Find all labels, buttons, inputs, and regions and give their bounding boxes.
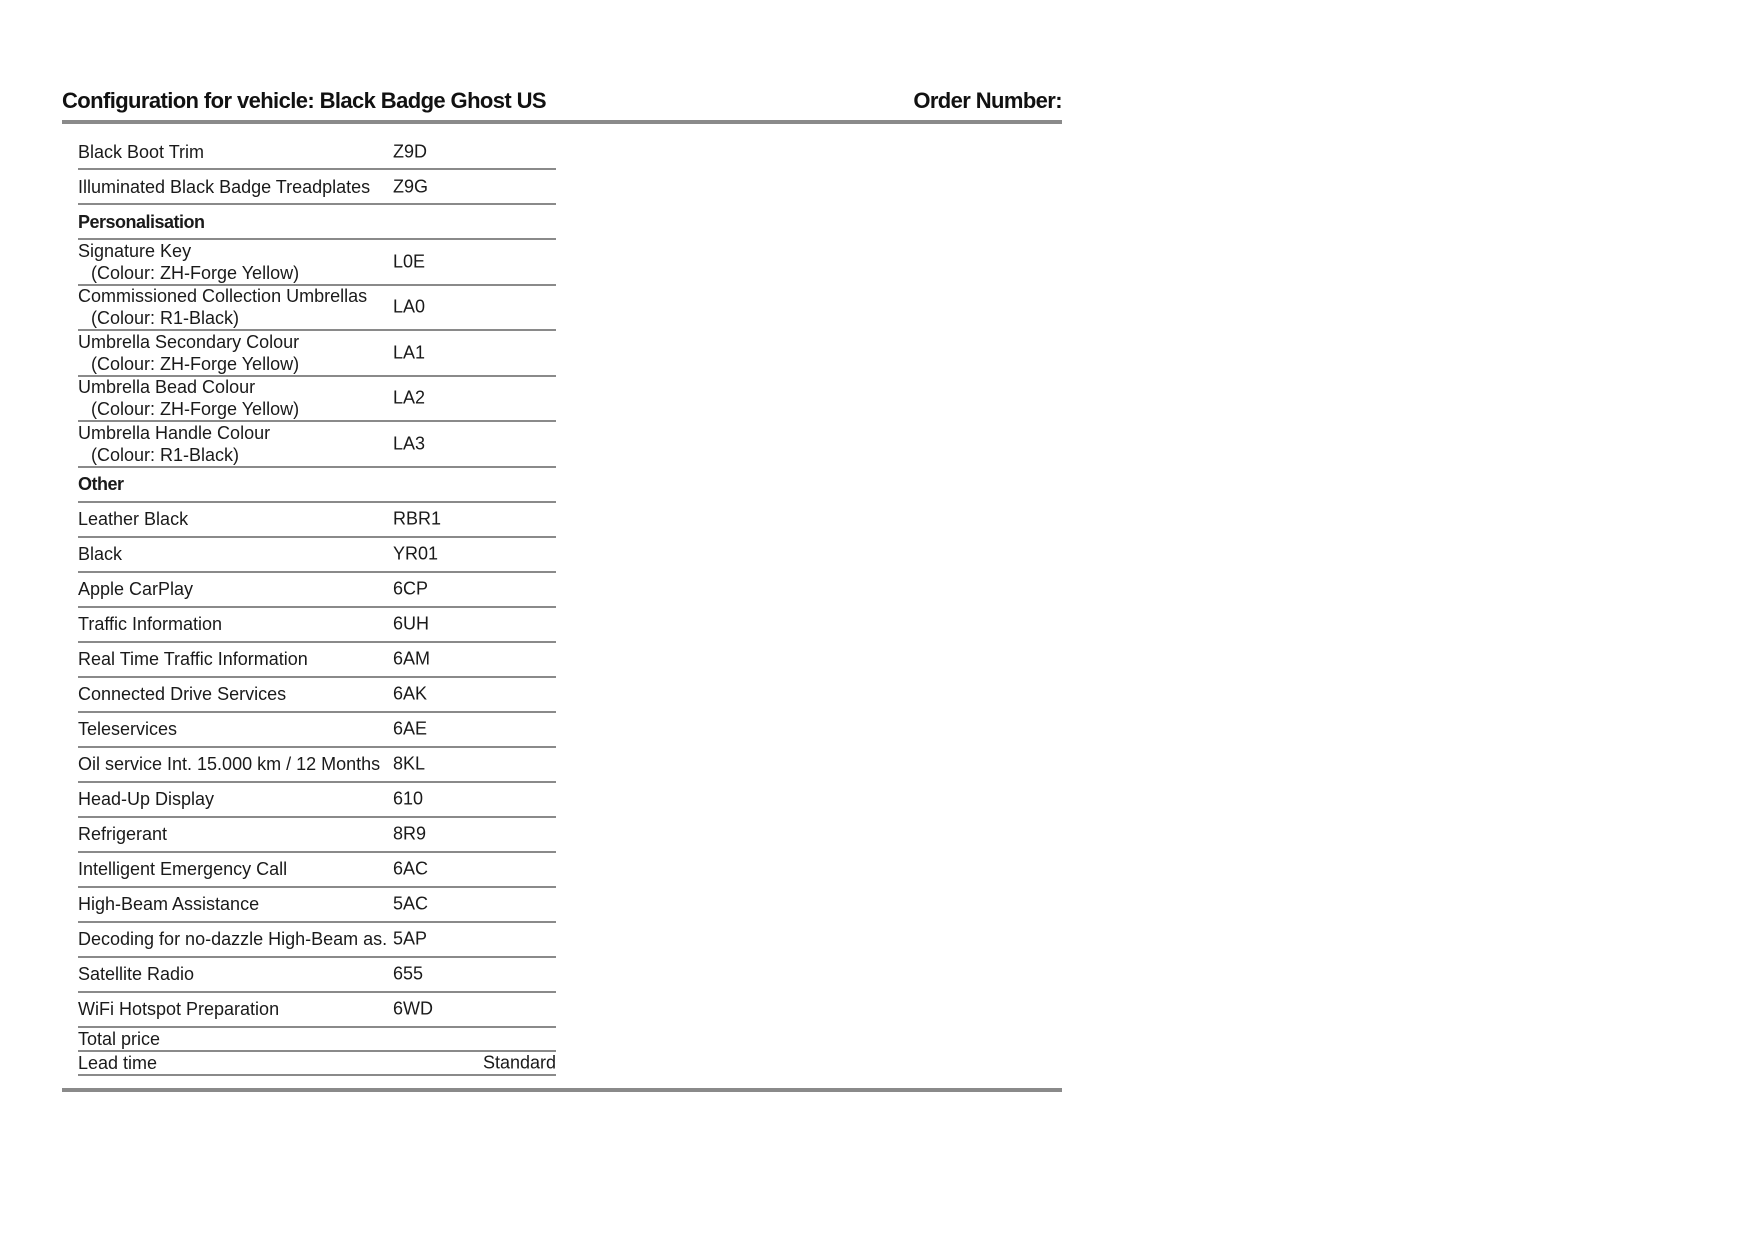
option-label: Umbrella Handle Colour bbox=[78, 422, 271, 443]
option-row bbox=[78, 993, 556, 1028]
option-code: 6AC bbox=[393, 858, 429, 879]
option-row bbox=[78, 678, 556, 713]
option-row bbox=[78, 783, 556, 818]
section-header bbox=[78, 468, 556, 503]
option-label: Commissioned Collection Umbrellas bbox=[78, 286, 368, 307]
option-row bbox=[78, 422, 556, 468]
lead-time-label: Lead time bbox=[78, 1052, 158, 1073]
section-title: Other bbox=[78, 474, 124, 494]
option-code: Z9D bbox=[393, 141, 428, 161]
option-name bbox=[78, 893, 259, 915]
option-name bbox=[78, 285, 367, 329]
section-header bbox=[78, 205, 556, 240]
total-price-label: Total price bbox=[78, 1028, 161, 1049]
option-colour: (Colour: R1-Black) bbox=[91, 444, 240, 465]
option-name bbox=[78, 331, 299, 375]
option-name bbox=[78, 422, 270, 466]
option-code: Z9G bbox=[393, 176, 429, 196]
option-colour: (Colour: ZH-Forge Yellow) bbox=[91, 399, 300, 420]
section-title: Personalisation bbox=[78, 211, 205, 232]
option-colour: (Colour: ZH-Forge Yellow) bbox=[91, 353, 300, 374]
option-label: Teleservices bbox=[78, 719, 178, 739]
option-row bbox=[78, 240, 556, 286]
option-name bbox=[78, 858, 287, 880]
option-name bbox=[78, 376, 299, 420]
option-code: 6AM bbox=[393, 648, 431, 669]
option-code: 6WD bbox=[393, 998, 433, 1019]
option-name bbox=[78, 823, 167, 845]
option-row bbox=[78, 573, 556, 608]
option-code: LA3 bbox=[393, 433, 426, 454]
option-label: Umbrella Secondary Colour bbox=[78, 331, 300, 352]
option-code: 8KL bbox=[393, 753, 426, 774]
option-label: Oil service Int. 15.000 km / 12 Months bbox=[78, 754, 381, 774]
option-label: Signature Key bbox=[78, 240, 192, 261]
configuration-table bbox=[78, 135, 556, 1076]
option-colour: (Colour: R1-Black) bbox=[91, 308, 240, 329]
option-name bbox=[78, 683, 286, 705]
option-name bbox=[78, 578, 193, 600]
option-row bbox=[78, 286, 556, 332]
option-label: Connected Drive Services bbox=[78, 684, 287, 704]
option-label: Satellite Radio bbox=[78, 964, 195, 984]
option-label: Intelligent Emergency Call bbox=[78, 859, 288, 879]
option-row bbox=[78, 538, 556, 573]
option-row bbox=[78, 503, 556, 538]
option-name bbox=[78, 998, 279, 1020]
option-code: RBR1 bbox=[393, 508, 442, 529]
option-label: Head-Up Display bbox=[78, 789, 215, 809]
option-code: LA1 bbox=[393, 342, 426, 363]
option-code: 6AE bbox=[393, 718, 428, 739]
option-name bbox=[78, 753, 380, 775]
option-name bbox=[78, 648, 308, 670]
option-label: Real Time Traffic Information bbox=[78, 649, 308, 669]
option-label: Decoding for no-dazzle High-Beam as. bbox=[78, 929, 388, 949]
option-label: High-Beam Assistance bbox=[78, 894, 260, 914]
option-label: Black bbox=[78, 544, 123, 564]
option-code: 8R9 bbox=[393, 823, 427, 844]
total-price-row bbox=[78, 1028, 556, 1052]
option-row bbox=[78, 958, 556, 993]
option-row bbox=[78, 331, 556, 377]
order-number-label: Order Number: bbox=[913, 88, 1062, 113]
option-code: 6CP bbox=[393, 578, 429, 599]
option-name bbox=[78, 543, 122, 565]
option-label: Umbrella Bead Colour bbox=[78, 377, 256, 398]
option-row bbox=[78, 643, 556, 678]
option-name bbox=[78, 141, 204, 163]
option-row bbox=[78, 748, 556, 783]
option-label: Refrigerant bbox=[78, 824, 168, 844]
option-row bbox=[78, 713, 556, 748]
option-label: Leather Black bbox=[78, 509, 189, 529]
option-code: 6AK bbox=[393, 683, 428, 704]
option-label: Traffic Information bbox=[78, 614, 223, 634]
option-code: 655 bbox=[393, 963, 424, 984]
option-row bbox=[78, 608, 556, 643]
lead-time-value: Standard bbox=[482, 1052, 556, 1072]
option-code: 610 bbox=[393, 788, 424, 809]
option-label: WiFi Hotspot Preparation bbox=[78, 999, 280, 1019]
option-label: Apple CarPlay bbox=[78, 579, 194, 599]
page-header bbox=[62, 88, 1062, 122]
option-code: 6UH bbox=[393, 613, 430, 634]
option-label: Black Boot Trim bbox=[78, 141, 205, 162]
option-name bbox=[78, 508, 188, 530]
option-code: 5AP bbox=[393, 928, 428, 949]
lead-time-row bbox=[78, 1052, 556, 1076]
option-code: LA0 bbox=[393, 296, 426, 317]
option-colour: (Colour: ZH-Forge Yellow) bbox=[91, 262, 300, 283]
option-name bbox=[78, 613, 222, 635]
header-divider bbox=[62, 120, 1062, 124]
option-code: LA2 bbox=[393, 387, 426, 408]
option-code: YR01 bbox=[393, 543, 439, 564]
option-code: 5AC bbox=[393, 893, 429, 914]
option-code: L0E bbox=[393, 251, 426, 272]
option-row bbox=[78, 135, 556, 170]
option-row bbox=[78, 853, 556, 888]
option-row bbox=[78, 923, 556, 958]
option-name bbox=[78, 963, 194, 985]
option-name bbox=[78, 928, 387, 950]
option-row bbox=[78, 377, 556, 423]
option-name bbox=[78, 176, 370, 198]
option-name bbox=[78, 788, 214, 810]
option-row bbox=[78, 170, 556, 205]
footer-divider bbox=[62, 1088, 1062, 1092]
option-row bbox=[78, 888, 556, 923]
option-label: Illuminated Black Badge Treadplates bbox=[78, 176, 371, 197]
page-title: Configuration for vehicle: Black Badge Ghost US bbox=[62, 88, 546, 113]
option-name bbox=[78, 240, 299, 284]
option-row bbox=[78, 818, 556, 853]
option-name bbox=[78, 718, 177, 740]
